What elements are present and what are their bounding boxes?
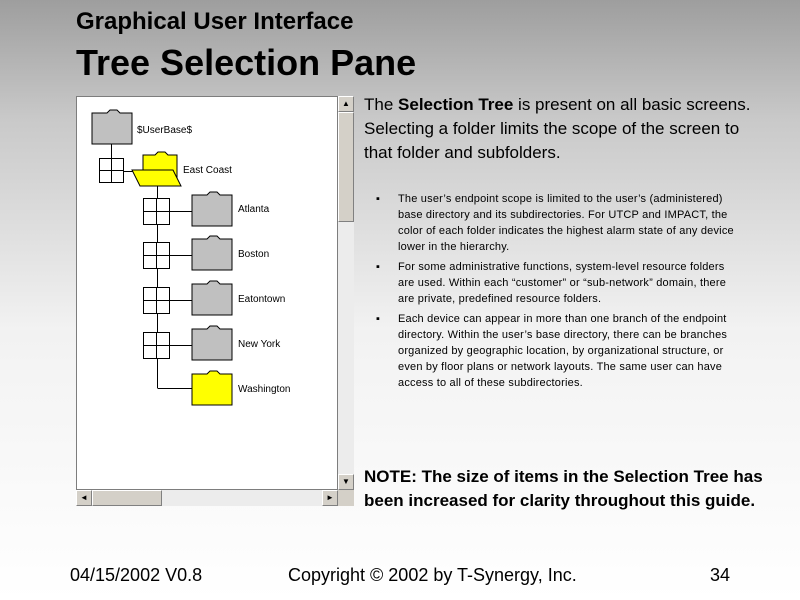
tree-node-eatontown[interactable]: Eatontown xyxy=(238,294,286,305)
tree-node-userbase[interactable]: $UserBase$ xyxy=(137,125,193,136)
vertical-scrollbar[interactable] xyxy=(338,96,354,490)
bullet-mark: ▪ xyxy=(376,313,381,325)
slide-subtitle: Graphical User Interface xyxy=(76,8,354,35)
scrollbar-corner xyxy=(338,490,354,506)
bullet-text: For some administrative functions, system-level resource folders are used. Within each “customer” or “sub-network” domain, there are private, predefined resource folders. xyxy=(398,261,727,305)
folder-body xyxy=(92,110,132,144)
horizontal-scroll-thumb[interactable] xyxy=(92,490,162,506)
intro-bold: Selection Tree xyxy=(398,95,514,114)
intro-prefix: The xyxy=(364,95,399,114)
slide-title: Tree Selection Pane xyxy=(76,42,417,83)
intro-paragraph xyxy=(364,93,764,165)
intro-suffix: is present on all basic screens. Selecting a folder limits the scope of the screen to that folder and subfolders. xyxy=(364,95,751,162)
bullet-item xyxy=(372,259,744,307)
bullet-item xyxy=(372,311,744,391)
tree-node-east-coast[interactable]: East Coast xyxy=(183,165,232,176)
horizontal-scrollbar[interactable] xyxy=(76,490,338,506)
footer-copyright: Copyright © 2002 by T-Synergy, Inc. xyxy=(288,565,577,585)
bullet-mark: ▪ xyxy=(376,193,381,205)
tree-node-boston[interactable]: Boston xyxy=(238,249,270,260)
open-folder-front xyxy=(132,170,181,186)
bullet-text: The user’s endpoint scope is limited to the user’s (administered) base directory and its subdirectories. For UTCP and IMPACT, the color of each folder indicates the highest alarm state of any device lower in the hierarchy. xyxy=(398,193,734,253)
bullet-mark: ▪ xyxy=(376,261,381,273)
footer-page-number: 34 xyxy=(710,565,731,585)
note-text: NOTE: The size of items in the Selection Tree has been increased for clarity throughout this guide. xyxy=(364,467,763,510)
scroll-down-button[interactable]: ▼ xyxy=(338,474,354,490)
selection-tree-pane xyxy=(76,96,354,508)
folder-icon[interactable] xyxy=(191,325,233,361)
open-folder-icon[interactable] xyxy=(131,151,183,187)
bullet-text: Each device can appear in more than one branch of the endpoint directory. Within the user’s base directory, there can be branches organized by geographic location, by organizational structure, or even by floor plans or network layouts. The same user can have access to all of these subdirectories. xyxy=(398,313,728,389)
scroll-left-button[interactable]: ◄ xyxy=(76,490,92,506)
tree-node-washington[interactable]: Washington xyxy=(238,384,291,395)
folder-icon[interactable] xyxy=(191,191,233,227)
tree-node-new-york[interactable]: New York xyxy=(238,339,281,350)
scroll-right-button[interactable]: ► xyxy=(322,490,338,506)
footer-date-version: 04/15/2002 V0.8 xyxy=(70,565,203,585)
folder-icon[interactable] xyxy=(191,370,233,406)
bullet-list xyxy=(372,191,744,395)
vertical-scroll-thumb[interactable] xyxy=(338,112,354,222)
bullet-item xyxy=(372,191,744,255)
scroll-up-button[interactable]: ▲ xyxy=(338,96,354,112)
tree-canvas xyxy=(76,96,338,490)
tree-node-atlanta[interactable]: Atlanta xyxy=(238,204,270,215)
folder-icon[interactable] xyxy=(91,109,133,145)
folder-icon[interactable] xyxy=(191,280,233,316)
folder-icon[interactable] xyxy=(191,235,233,271)
